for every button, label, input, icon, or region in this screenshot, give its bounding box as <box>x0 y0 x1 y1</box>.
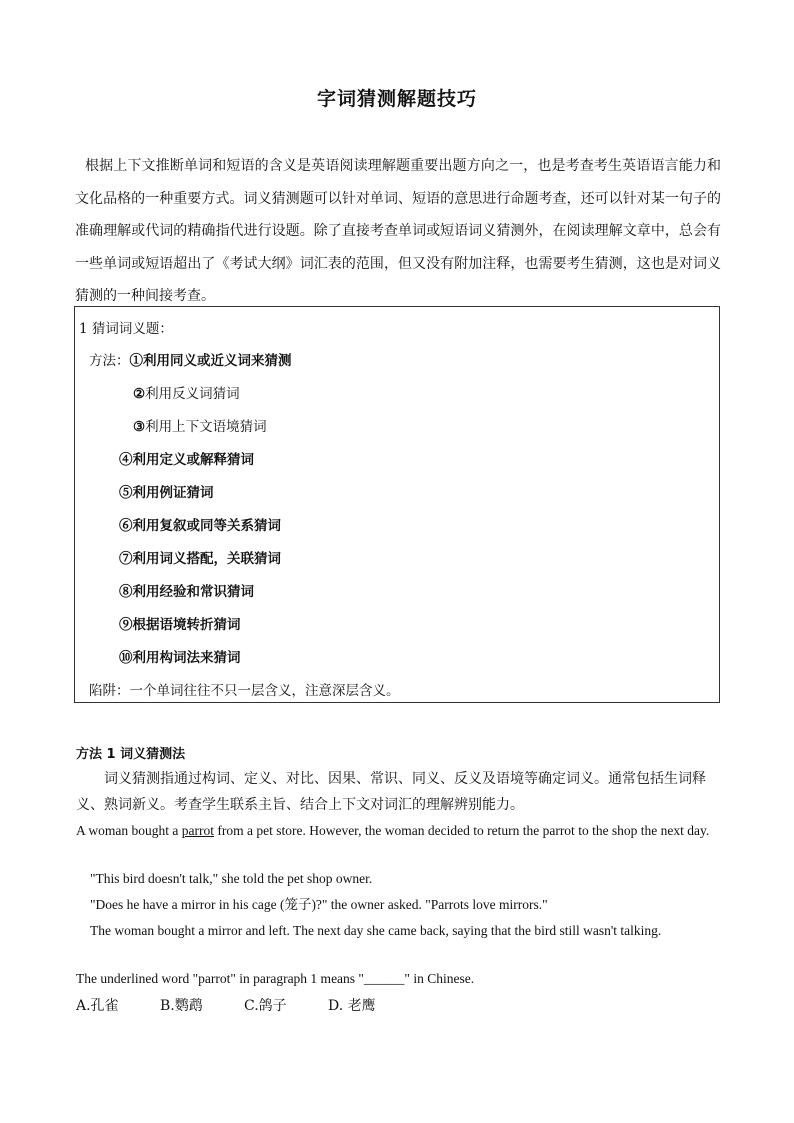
method-item-6 <box>119 514 281 534</box>
method-item-10 <box>119 646 241 666</box>
box-heading: 1 猜词词义题： <box>79 321 173 337</box>
method-text: 根据语境转折猜词 <box>132 617 241 633</box>
option-a[interactable]: A.孔雀 <box>76 998 119 1014</box>
intro-text: 根据上下文推断单词和短语的含义是英语阅读理解题重要出题方向之一，也是考查考生英语语言能力和文化品格的一种重要方式。词义猜测题可以针对单词、短语的意思进行命题考查，还可以针对某一句子的准确理解或代词的精确指代进行设题。除了直接考查单词或短语词义猜测外，在阅读理解文章中，总会有一些单词或短语超出了《考试大纲》词汇表的范围，但又没有附加注释，也需要考生猜测，这也是对词义猜测的一种间接考查。 <box>75 158 721 304</box>
method-text: 利用定义或解释猜词 <box>132 452 254 468</box>
method-num: ④ <box>119 452 133 468</box>
method-item-5 <box>119 481 214 501</box>
passage-paragraph-1 <box>76 819 722 843</box>
section-title: 方法 1 词义猜测法 <box>76 747 186 762</box>
method-text: 利用同义或近义词来猜测 <box>143 353 292 369</box>
method-num: ⑩ <box>119 650 133 666</box>
intro-paragraph <box>75 150 721 313</box>
method-text: 利用上下文语境猜词 <box>145 419 267 435</box>
underlined-word: parrot <box>181 823 214 838</box>
method-item-7 <box>119 547 281 567</box>
option-c[interactable]: C.鸽子 <box>244 998 287 1014</box>
option-d[interactable]: D. 老鹰 <box>328 998 376 1014</box>
method-item-9 <box>119 613 241 633</box>
method-num: ⑦ <box>119 551 133 567</box>
trap-note: 陷阱：一个单词往往不只一层含义，注意深层含义。 <box>89 683 400 699</box>
method-box <box>74 306 720 703</box>
method-item-3 <box>133 415 267 435</box>
method-text: 利用反义词猜词 <box>145 386 240 402</box>
method-num: ③ <box>133 419 146 435</box>
answer-options <box>76 995 376 1015</box>
passage-text: A woman bought a <box>76 823 182 838</box>
method-text: 利用例证猜词 <box>132 485 214 501</box>
method-item-1 <box>89 349 292 369</box>
method-item-4 <box>119 448 254 468</box>
method-num: ⑨ <box>119 617 133 633</box>
method-item-2 <box>133 382 240 402</box>
passage-paragraph-2: "This bird doesn't talk," she told the pet shop owner. <box>90 871 373 886</box>
method-num: ⑤ <box>119 485 133 501</box>
method-label: 方法： <box>89 353 130 369</box>
method-text: 利用词义搭配，关联猜词 <box>132 551 281 567</box>
option-b[interactable]: B.鹦鹉 <box>160 998 203 1014</box>
method-text: 利用构词法来猜词 <box>132 650 241 666</box>
passage-paragraph-4: The woman bought a mirror and left. The next day she came back, saying that the bird still wasn't talking. <box>90 923 662 938</box>
section-description: 词义猜测指通过构词、定义、对比、因果、常识、同义、反义及语境等确定词义。通常包括生词释义、熟词新义。考查学生联系主旨、结合上下文对词汇的理解辨别能力。 <box>76 771 706 813</box>
method-num: ① <box>129 353 143 369</box>
method-item-8 <box>119 580 254 600</box>
question-text: The underlined word "parrot" in paragraph 1 means "______" in Chinese. <box>76 971 475 986</box>
section-heading <box>76 743 722 762</box>
page-title: 字词猜测解题技巧 <box>316 88 477 110</box>
passage-paragraph-3: "Does he have a mirror in his cage (笼子)?" the owner asked. "Parrots love mirrors." <box>90 897 548 912</box>
method-num: ② <box>133 386 146 402</box>
method-num: ⑧ <box>119 584 133 600</box>
method-text: 利用经验和常识猜词 <box>132 584 254 600</box>
method-text: 利用复叙或同等关系猜词 <box>132 518 281 534</box>
method-num: ⑥ <box>119 518 133 534</box>
passage-text: from a pet store. However, the woman decided to return the parrot to the shop the next day. <box>213 823 710 838</box>
